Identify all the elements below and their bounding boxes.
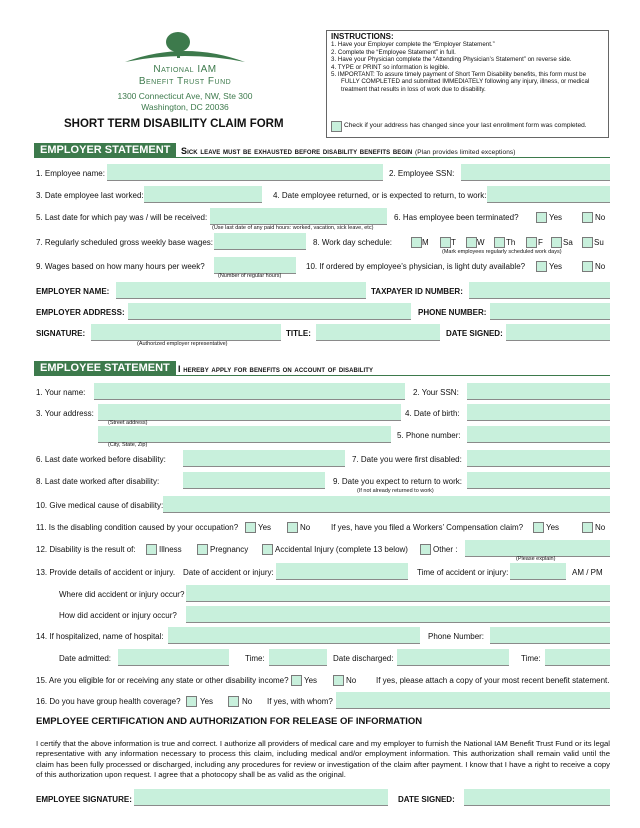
logo bbox=[120, 30, 250, 66]
date-discharged-field[interactable] bbox=[397, 649, 509, 666]
day-label: Sa bbox=[563, 238, 573, 247]
employee-q14: 14. If hospitalized, name of hospital: bbox=[36, 632, 164, 641]
tree-icon bbox=[120, 30, 250, 66]
hospital-phone-label: Phone Number: bbox=[428, 632, 485, 641]
employer-address-label: EMPLOYER ADDRESS: bbox=[36, 308, 125, 317]
employee-q2: 2. Your SSN: bbox=[413, 388, 459, 397]
occupation-no-checkbox[interactable] bbox=[287, 522, 298, 533]
no-label: No bbox=[346, 676, 357, 685]
date-signed-label: DATE SIGNED: bbox=[446, 329, 503, 338]
title-label: TITLE: bbox=[286, 329, 311, 338]
employer-q3: 3. Date employee last worked: bbox=[36, 191, 144, 200]
address-changed-checkbox[interactable] bbox=[331, 121, 342, 132]
expect-return-field[interactable] bbox=[467, 472, 610, 489]
form-title: SHORT TERM DISABILITY CLAIM FORM bbox=[64, 118, 284, 130]
no-label: No bbox=[242, 697, 253, 706]
org-name-line1: National IAM bbox=[153, 64, 217, 75]
certification-title: EMPLOYEE CERTIFICATION AND AUTHORIZATION FOR RELEASE OF INFORMATION bbox=[36, 716, 423, 727]
illness-label: Illness bbox=[159, 545, 182, 554]
org-address2: Washington, DC 20036 bbox=[141, 102, 229, 112]
day-f-checkbox[interactable] bbox=[526, 237, 537, 248]
org-name-line2: Benefit Trust Fund bbox=[138, 76, 232, 87]
workers-comp-yes-checkbox[interactable] bbox=[533, 522, 544, 533]
no-label: No bbox=[300, 523, 311, 532]
instruction-item: 4. TYPE or PRINT so information is legible. bbox=[331, 63, 450, 71]
ampm-label: AM / PM bbox=[572, 568, 603, 577]
day-label: Su bbox=[594, 238, 604, 247]
address-changed-label: Check if your address has changed since your last enrollment form was completed. bbox=[344, 122, 587, 129]
weekly-wages-field[interactable] bbox=[214, 233, 306, 250]
hospital-name-field[interactable] bbox=[168, 627, 420, 644]
employee-q1: 1. Your name: bbox=[36, 388, 86, 397]
employee-q11b: If yes, have you filed a Workers’ Compensation claim? bbox=[331, 523, 524, 532]
date-admitted-field[interactable] bbox=[118, 649, 229, 666]
other-checkbox[interactable] bbox=[420, 544, 431, 555]
disability-income-yes-checkbox[interactable] bbox=[291, 675, 302, 686]
day-label: F bbox=[538, 238, 543, 247]
date-admitted-label: Date admitted: bbox=[59, 654, 112, 663]
time-accident-field[interactable] bbox=[510, 563, 566, 580]
medical-cause-field[interactable] bbox=[163, 496, 610, 513]
instruction-item: 5. IMPORTANT: To assure timely payment of Short Term Disability benefits, this form must be FULLY COMPLETED and submitted IMMEDIATELY following any injury, illness, or medical treatment that results in loss of work due to disability. bbox=[331, 71, 590, 93]
day-m-checkbox[interactable] bbox=[411, 237, 422, 248]
employer-name-label: EMPLOYER NAME: bbox=[36, 287, 110, 296]
date-accident-field[interactable] bbox=[276, 563, 408, 580]
yes-label: Yes bbox=[549, 262, 563, 271]
employer-q5-note: (Use last date of any paid hours: worked, vacation, sick leave, etc) bbox=[212, 225, 374, 231]
occupation-yes-checkbox[interactable] bbox=[245, 522, 256, 533]
phone-number-field[interactable] bbox=[467, 426, 610, 443]
terminated-yes-checkbox[interactable] bbox=[536, 212, 547, 223]
instruction-item: 3. Have your Physician complete the “Attending Physician’s Statement” on reverse side. bbox=[331, 56, 572, 64]
how-label: How did accident or injury occur? bbox=[59, 611, 177, 620]
day-sa-checkbox[interactable] bbox=[551, 237, 562, 248]
employee-date-signed-label: DATE SIGNED: bbox=[398, 795, 455, 804]
terminated-no-checkbox[interactable] bbox=[582, 212, 593, 223]
how-field[interactable] bbox=[186, 606, 610, 623]
employer-q9-note: (Number of regular hours) bbox=[218, 273, 282, 279]
date-accident-label: Date of accident or injury: bbox=[183, 568, 274, 577]
date-of-birth-field[interactable] bbox=[467, 404, 610, 421]
light-duty-yes-checkbox[interactable] bbox=[536, 261, 547, 272]
yes-label: Yes bbox=[200, 697, 214, 706]
time-admitted-field[interactable] bbox=[269, 649, 327, 666]
employer-q1: 1. Employee name: bbox=[36, 169, 105, 178]
employee-q4: 4. Date of birth: bbox=[405, 409, 460, 418]
last-date-before-field[interactable] bbox=[183, 450, 345, 467]
employer-q9: 9. Wages based on how many hours per week? bbox=[36, 262, 205, 271]
employer-phone-field[interactable] bbox=[490, 303, 610, 320]
last-pay-date-field[interactable] bbox=[210, 208, 387, 225]
signature-note: (Authorized employer representative) bbox=[137, 341, 228, 347]
employee-name-field[interactable] bbox=[107, 164, 383, 181]
light-duty-no-checkbox[interactable] bbox=[582, 261, 593, 272]
no-label: No bbox=[595, 262, 606, 271]
divider bbox=[34, 157, 610, 158]
employee-signature-field[interactable] bbox=[134, 789, 388, 806]
last-date-after-field[interactable] bbox=[183, 472, 325, 489]
employee-q7: 7. Date you were first disabled: bbox=[352, 455, 462, 464]
day-label: Th bbox=[506, 238, 516, 247]
day-t-checkbox[interactable] bbox=[440, 237, 451, 248]
employer-q10: 10. If ordered by employee’s physician, is light duty available? bbox=[306, 262, 526, 271]
hours-per-week-field[interactable] bbox=[214, 257, 296, 274]
workers-comp-no-checkbox[interactable] bbox=[582, 522, 593, 533]
employer-q8-note: (Mark employees regularly scheduled work days) bbox=[442, 249, 562, 255]
employee-q6: 6. Last date worked before disability: bbox=[36, 455, 166, 464]
employee-q5: 5. Phone number: bbox=[397, 431, 461, 440]
employer-subtitle: Sick leave must be exhausted before disability benefits begin (Plan provides limited exceptions) bbox=[181, 146, 516, 156]
employee-signature-label: EMPLOYEE SIGNATURE: bbox=[36, 795, 132, 804]
employee-q9: 9. Date you expect to return to work: bbox=[333, 477, 462, 486]
employee-q11: 11. Is the disabling condition caused by your occupation? bbox=[36, 523, 239, 532]
employee-q15b: If yes, please attach a copy of your most recent benefit statement. bbox=[376, 676, 610, 685]
first-disabled-field[interactable] bbox=[467, 450, 610, 467]
day-w-checkbox[interactable] bbox=[466, 237, 477, 248]
taxpayer-label: TAXPAYER ID NUMBER: bbox=[371, 287, 463, 296]
your-name-field[interactable] bbox=[94, 383, 405, 400]
employee-subtitle: I hereby apply for benefits on account of disability bbox=[178, 364, 374, 374]
employer-q2: 2. Employee SSN: bbox=[389, 169, 455, 178]
health-coverage-yes-checkbox[interactable] bbox=[186, 696, 197, 707]
employee-ssn-field[interactable] bbox=[461, 164, 610, 181]
employee-q13: 13. Provide details of accident or injury. bbox=[36, 568, 176, 577]
employer-q7: 7. Regularly scheduled gross weekly base wages: bbox=[36, 238, 213, 247]
employee-q15: 15. Are you eligible for or receiving any state or other disability income? bbox=[36, 676, 289, 685]
yes-label: Yes bbox=[546, 523, 560, 532]
date-discharged-label: Date discharged: bbox=[333, 654, 394, 663]
employee-statement-header: EMPLOYEE STATEMENT bbox=[34, 361, 176, 375]
org-address1: 1300 Connecticut Ave, NW, Ste 300 bbox=[117, 91, 253, 101]
time-label: Time: bbox=[245, 654, 265, 663]
employer-address-field[interactable] bbox=[128, 303, 411, 320]
day-label: T bbox=[451, 238, 456, 247]
employee-q12: 12. Disability is the result of: bbox=[36, 545, 136, 554]
employee-q3: 3. Your address: bbox=[36, 409, 94, 418]
other-label: Other : bbox=[433, 545, 458, 554]
explain-note: (Please explain) bbox=[516, 556, 556, 562]
employee-q16: 16. Do you have group health coverage? bbox=[36, 697, 181, 706]
date-returned-field[interactable] bbox=[487, 186, 610, 203]
employer-q6: 6. Has employee been terminated? bbox=[394, 213, 519, 222]
instruction-item: 1. Have your Employer complete the “Employer Statement.” bbox=[331, 41, 495, 49]
city-note: (City, State, Zip) bbox=[108, 442, 148, 448]
instructions-title: INSTRUCTIONS: bbox=[331, 32, 394, 41]
other-explain-field[interactable] bbox=[465, 540, 610, 557]
divider bbox=[34, 375, 610, 376]
day-th-checkbox[interactable] bbox=[494, 237, 505, 248]
employer-date-signed-field[interactable] bbox=[506, 324, 610, 341]
employer-q8: 8. Work day schedule: bbox=[313, 238, 393, 247]
instruction-item: 2. Complete the “Employee Statement” in full. bbox=[331, 48, 456, 56]
hospital-phone-field[interactable] bbox=[490, 627, 610, 644]
employer-signature-field[interactable] bbox=[91, 324, 281, 341]
where-field[interactable] bbox=[186, 585, 610, 602]
certification-text: I certify that the above information is true and correct. I authorize all providers of medical care and my employer to furnish the National IAM Benefit Trust Fund or its legal representative with any information necessary to process this claim, including medical and/or employment information. This authorization shall remain valid until the claim has been fully processed or discharged, including any procedures for review or investigation of the claim after payment. I know that I have a right to receive a copy of this authorization upon request. I agree that a photocopy shall be as valid as the original. bbox=[36, 739, 610, 779]
accident-checkbox[interactable] bbox=[262, 544, 273, 555]
employer-q4: 4. Date employee returned, or is expected to return, to work: bbox=[273, 191, 487, 200]
employer-name-field[interactable] bbox=[116, 282, 366, 299]
pregnancy-checkbox[interactable] bbox=[197, 544, 208, 555]
city-state-zip-field[interactable] bbox=[98, 426, 391, 443]
day-su-checkbox[interactable] bbox=[582, 237, 593, 248]
disability-income-no-checkbox[interactable] bbox=[333, 675, 344, 686]
pregnancy-label: Pregnancy bbox=[210, 545, 249, 554]
illness-checkbox[interactable] bbox=[146, 544, 157, 555]
employer-q5: 5. Last date for which pay was / will be received: bbox=[36, 213, 208, 222]
no-label: No bbox=[595, 213, 606, 222]
with-whom-field[interactable] bbox=[336, 692, 610, 709]
employee-q10: 10. Give medical cause of disability: bbox=[36, 501, 164, 510]
health-coverage-no-checkbox[interactable] bbox=[228, 696, 239, 707]
yes-label: Yes bbox=[549, 213, 563, 222]
street-address-field[interactable] bbox=[98, 404, 401, 421]
with-whom-label: If yes, with whom? bbox=[267, 697, 333, 706]
time-discharged-field[interactable] bbox=[545, 649, 610, 666]
yes-label: Yes bbox=[258, 523, 272, 532]
your-ssn-field[interactable] bbox=[467, 383, 610, 400]
where-label: Where did accident or injury occur? bbox=[59, 590, 185, 599]
no-label: No bbox=[595, 523, 606, 532]
taxpayer-id-field[interactable] bbox=[469, 282, 610, 299]
date-last-worked-field[interactable] bbox=[144, 186, 262, 203]
street-note: (Street address) bbox=[108, 420, 148, 426]
employee-q8: 8. Last date worked after disability: bbox=[36, 477, 160, 486]
accident-label: Accidental Injury (complete 13 below) bbox=[275, 545, 408, 554]
employer-statement-header: EMPLOYER STATEMENT bbox=[34, 143, 176, 157]
signature-label: SIGNATURE: bbox=[36, 329, 86, 338]
employee-q9-note: (If not already returned to work) bbox=[357, 488, 434, 494]
employee-date-signed-field[interactable] bbox=[464, 789, 610, 806]
time-accident-label: Time of accident or injury: bbox=[417, 568, 509, 577]
yes-label: Yes bbox=[304, 676, 318, 685]
time-label: Time: bbox=[521, 654, 541, 663]
day-label: M bbox=[422, 238, 429, 247]
phone-label: PHONE NUMBER: bbox=[418, 308, 487, 317]
day-label: W bbox=[477, 238, 485, 247]
title-field[interactable] bbox=[316, 324, 440, 341]
